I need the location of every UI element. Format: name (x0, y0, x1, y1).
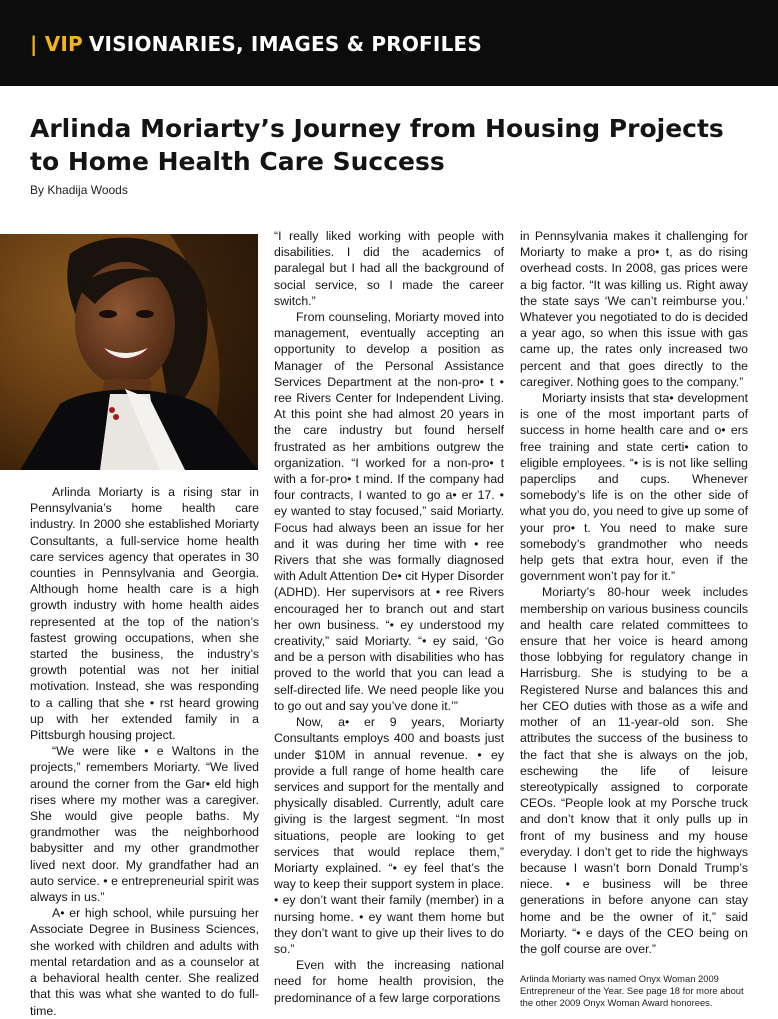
article-column-2 (274, 228, 504, 1006)
section-header-bar (0, 0, 778, 86)
paragraph: “We were like • e Waltons in the projects,” remembers Moriarty. “We lived around the corner from the Gar• eld high rises where my mother was a caregiver. She would give people baths. My grandmother was the neighborhood babysitter and my other grandmother lived next door. My grandfather had an auto service. • e entrepreneurial spirit was always in us.” (30, 744, 259, 905)
paragraph: in Pennsylvania makes it challenging for Moriarty to make a pro• t, as do rising overhead costs. In 2008, gas prices were a big factor. “It was killing us. Right away the state says ‘We can’t reimburse you.’ Whatever you negotiated to do is decided a year ago, so when this issue with gas came up, the rates only increased two percent and that goes directly to the caregiver. Nothing goes to the company.” (520, 229, 748, 389)
article-column-3 (520, 228, 748, 1009)
paragraph: “I really liked working with people with disabilities. I did the academics of paralegal but I had all the background of social service, so I made the career switch.” (274, 229, 504, 308)
section-title: VISIONARIES, IMAGES & PROFILES (88, 32, 482, 56)
article-title: Arlinda Moriarty’s Journey from Housing Projects to Home Health Care Success (30, 114, 724, 176)
article-column-1 (30, 484, 259, 1019)
section-vip: VIP (44, 32, 83, 56)
paragraph: Arlinda Moriarty is a rising star in Pennsylvania’s home health care industry. In 2000 she established Moriarty Consultants, a full-service home health care services agency that operates in 30 counties in Pennsylvania and Georgia. Although home health care is a high growth industry with home health aides represented at the top of the nation’s fastest growing occupations, when she started the business, the industry’s growth potential was not her initial motivation. Instead, she was responding to a calling that she • rst heard growing up with her extended family in a Pittsburgh housing project. (30, 485, 259, 743)
portrait-photo (0, 234, 258, 470)
section-label (30, 32, 482, 56)
byline: By Khadija Woods (30, 183, 128, 197)
portrait-photo-icon (0, 234, 258, 470)
section-bar-glyph: | (30, 32, 38, 56)
paragraph: Even with the increasing national need for home health provision, the predominance of a few large corporations (274, 958, 504, 1005)
paragraph: A• er high school, while pursuing her Associate Degree in Business Sciences, she worked with children and adults with mental retardation and as a counselor at a behavioral health center. She realized that this was what she wanted to do full-time. (30, 906, 259, 1018)
paragraph: Moriarty’s 80-hour week includes membership on various business councils and health care related committees to ensure that her voice is heard among those lobbying for regulatory change in Harrisburg. She is studying to be a Registered Nurse and balances this and her CEO duties with those as a wife and mother of an 11-year-old son. She attributes the success of the business to the fact that she is always on the job, eschewing the life of leisure stereotypically assigned to corporate CEOs. “People look at my Porsche truck and don’t know that it only pulls up in front of my business and my house everyday. I don’t get to ride the highways because I wasn’t born Donald Trump’s niece. • e business will be three generations in before anyone can stay home and be the owner of it,” said Moriarty. “• e days of the CEO being on the golf course are over.” (520, 585, 748, 956)
paragraph: From counseling, Moriarty moved into management, eventually accepting an opportunity to develop a position as Manager of the Personal Assistance Services Department at the non-pro• t • ree Rivers Center for Independent Living. At this point she had almost 20 years in the care industry but found herself frustrated as her ambitions outgrew the organization. “I worked for a non-pro• t with a for-pro• t mind. If the company had four contracts, I wanted to go a• er 17. • ey wanted to stay focused,” said Moriarty. Focus had always been an issue for her and it was during her time with • ree Rivers that she was formally diagnosed with Adult Attention De• cit Hyper Disorder (ADHD). Her supervisors at • ree Rivers encouraged her to branch out and start her own business. “• ey understood my creativity,” said Moriarty. “• ey said, ‘Go and be a person with disabilities who has proved to the world that you can lead a self-directed life. We need people like you to go out and say you’ve done it.’” (274, 310, 504, 713)
award-note: Arlinda Moriarty was named Onyx Woman 2009 Entrepreneur of the Year. See page 18 for more about the other 2009 Onyx Woman Award honorees. (520, 973, 744, 1009)
paragraph: Moriarty insists that sta• development is one of the most important parts of success in home health care and o• ers free training and state certi• cation to eligible employees. “• is is not like selling paperclips and cups. Whenever somebody’s life is on the other side of what you do, you need to give up some of your pro• t. You need to make sure somebody’s grandmother who needs help gets that extra hour, even if the government won’t pay for it.” (520, 391, 748, 584)
paragraph: Now, a• er 9 years, Moriarty Consultants employs 400 and boasts just under $10M in annual revenue. • ey provide a full range of home health care services and support for the mentally and physically disabled. Currently, adult care giving is the largest segment. “In most situations, people are looking to get services that would replace them,” Moriarty explained. “• ey feel that’s the way to keep their support system in place. • ey don’t want their family (member) in a nursing home. • ey want them home but they don’t want to give up their lives to do so.” (274, 715, 504, 956)
